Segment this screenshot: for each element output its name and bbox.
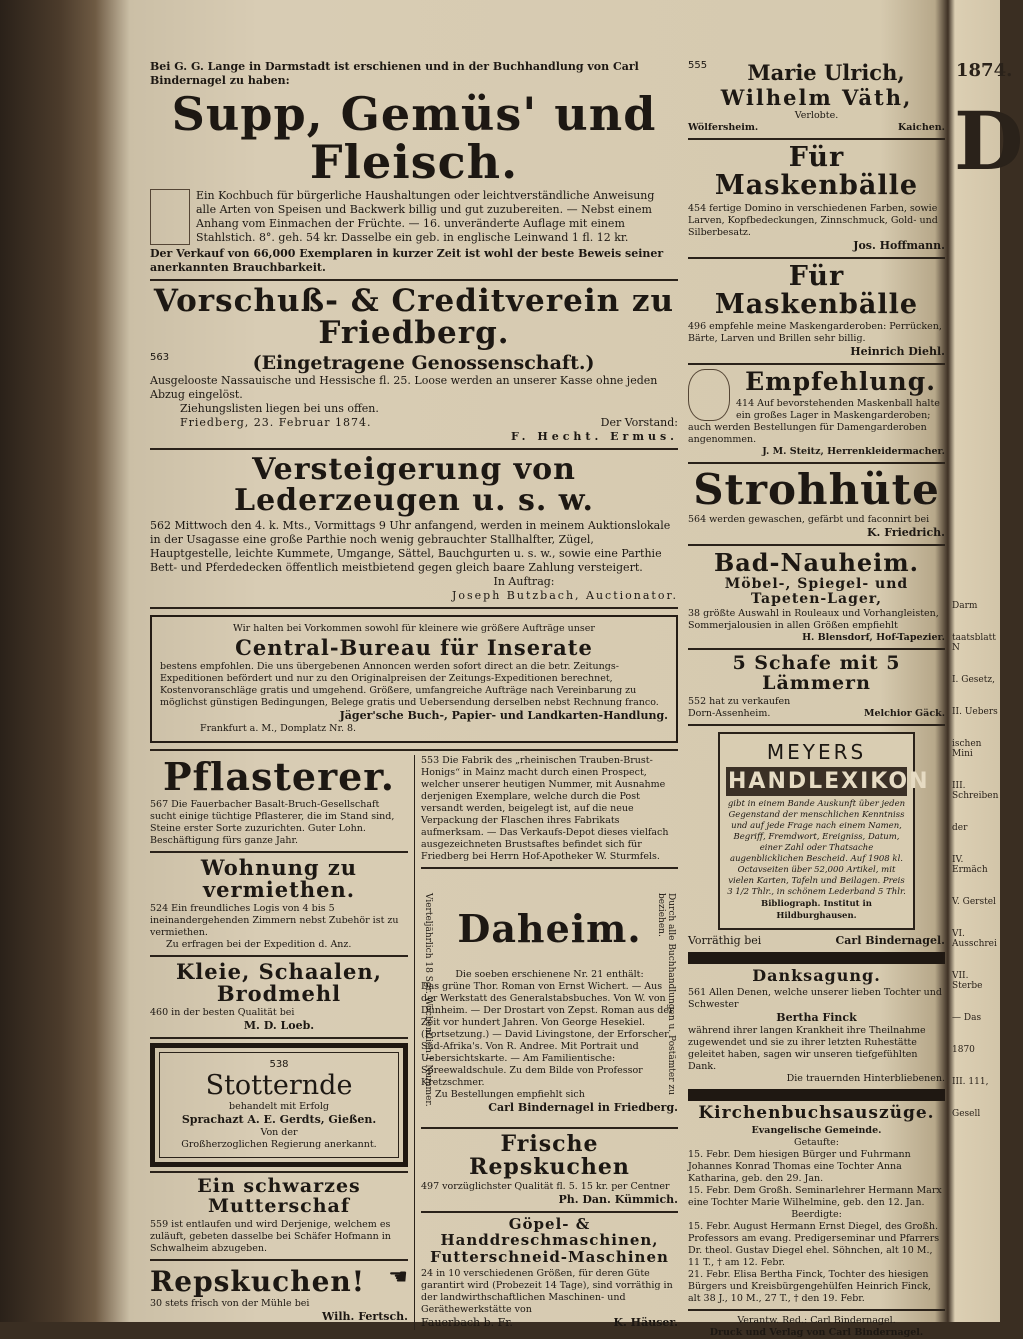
edge-line: III. 111, <box>952 1077 989 1087</box>
versteigerung-name: Joseph Butzbach, Auctionator. <box>451 588 678 602</box>
edge-line: V. Gerstel <box>952 897 996 907</box>
versteigerung-body: 562 Mittwoch den 4. k. Mts., Vormittags 9 Uhr anfangend, werden in meinem Auktionslokale in der Usagasse eine große Parthie noch wenig gebrauchter Stallhalfter, Zügel, Hauptgestelle, leichte Kummete, Umgange, Sättel, Bauchgurten u. s. w., sowie eine Parthie Bett- und Pferdedecken öffentlich meistbietend gegen gleich baare Zahlung versteigert. <box>150 518 671 574</box>
ad-lange-cookbook <box>150 60 678 275</box>
lange-claim: Der Verkauf von 66,000 Exemplaren in kurzer Zeit ist wohl der beste Beweis seiner anerkannten Brauchbarkeit. <box>150 246 664 274</box>
central-body: bestens empfohlen. Die uns übergebenen Annoncen werden sofort direct an die betr. Zeitungs-Expeditionen befördert und nur zu den Originalpreisen der Zeitungs-Expeditionen berechnet, Kostenvoranschläge gratis und umgehend. Größere, umfangreiche Aufträge nach Vereinbarung zu möglichst günstigen Bedingungen, Belege gratis und Uebersendung derselben nebst Rechnung franco. <box>160 660 659 708</box>
edge-line: III. Schreiben <box>952 781 999 801</box>
kirchen-sub: Evangelische Gemeinde. <box>751 1124 882 1136</box>
lange-title: Supp, Gemüs' und Fleisch. <box>171 87 657 190</box>
empfehlung-name: J. M. Steitz, Herrenkleidermacher. <box>762 445 945 457</box>
goepel-title2: Futterschneid-Maschinen <box>430 1248 669 1267</box>
edge-line: VI. Ausschrei <box>952 929 997 949</box>
wohnung-body: 524 Ein freundliches Logis von 4 bis 5 ineinandergehenden Zimmern nebst Zubehör ist zu vermiethen. <box>150 902 399 938</box>
edge-line: Darm <box>952 601 978 611</box>
kleie-body: 460 in der besten Qualität bei <box>150 1006 295 1018</box>
versteigerung-title: Versteigerung von Lederzeugen u. s. w. <box>233 451 595 519</box>
strohhuete-body: 564 werden gewaschen, gefärbt und faconnirt bei <box>688 513 930 525</box>
schafe-body: 552 hat zu verkaufen <box>688 696 791 708</box>
ad-repskuchen-fertsch <box>150 1265 408 1324</box>
masken1-title: Für Maskenbälle <box>714 142 919 202</box>
kleie-title: Kleie, Schaalen, Brodmehl <box>176 958 382 1006</box>
masken2-name: Heinrich Diehl. <box>850 345 945 359</box>
ad-frische-repskuchen <box>421 1130 678 1207</box>
ad-stotternde <box>150 1043 408 1167</box>
next-page-edge: 1874. D Darm taatsblatt N I. Gesetz, II. Uebers ischen Mini III. Schreiben der IV. Ermäch V. Gerstel VI. Ausschrei VII. Sterbe — Das 1870 III. 111, Gesell <box>952 60 1023 1119</box>
ad-masken-hoffmann <box>688 144 945 253</box>
ad-nauheim <box>688 547 945 645</box>
ad-central-bureau <box>150 615 678 743</box>
ad-danksagung <box>688 968 945 1085</box>
verlobt-label: Verlobte. <box>794 110 839 121</box>
ad-pflasterer <box>150 753 408 847</box>
ad-strohhuete <box>688 464 945 540</box>
meyers-body: gibt in einem Bande Auskunft über jeden Gegenstand der menschlichen Kenntniss und auf jede Frage nach einem Namen, Begriff, Fremdwort, Ereigniss, Datum, einer Zahl oder Thatsache augenblicklichen Bescheid. Auf 1908 kl. Octavseiten über 52,000 Artikel, mit vielen Karten, Tafeln und Beilagen. Preis 3 1/2 Thlr., in schönem Lederband 5 Thlr. <box>727 799 906 898</box>
schafe-place: Dorn-Assenheim. <box>688 708 771 720</box>
separator-bar <box>688 952 945 964</box>
ad-empfehlung <box>688 369 945 457</box>
repskuchen1-body: 30 stets frisch von der Mühle bei <box>150 1298 310 1310</box>
vorschuss-board: Der Vorstand: <box>600 415 678 429</box>
central-firm: Jäger'sche Buch-, Papier- und Landkarten-Handlung. <box>339 708 668 722</box>
impressum-l2: Druck und Verlag von Carl Bindernagel. <box>709 1326 924 1338</box>
meyers-t1: MEYERS <box>766 740 867 765</box>
mutterschaf-body: 559 ist entlaufen und wird Derjenige, welchem es zuläuft, gebeten dasselbe bei Schäfer Hofmann in Schwalheim abzugeben. <box>150 1218 391 1254</box>
stotternde-l2: Sprachazt A. E. Gerdts, Gießen. <box>181 1112 377 1126</box>
empfehlung-body: 414 Auf bevorstehenden Maskenball halte ein großes Lager in Maskengarderoben; auch werden Bestellungen für Damengarderoben angenommen. <box>688 397 940 445</box>
verlobt-place2: Kaichen. <box>898 122 945 133</box>
dank-sign: Die trauernden Hinterbliebenen. <box>786 1072 945 1084</box>
nauheim-name: H. Blensdorf, Hof-Tapezier. <box>802 632 945 644</box>
edge-line: Gesell <box>952 1109 981 1119</box>
nauheim-body: 38 größte Auswahl in Rouleaux und Vorhangleisten, Sommerjalousien in allen Größen empfiehlt <box>688 608 939 632</box>
repskuchen2-title: Frische Repskuchen <box>469 1130 630 1180</box>
goepel-body: 24 in 10 verschiedenen Größen, für deren Güte garantirt wird (Probezeit 14 Tage), sind vorräthig in der landwirthschaftlichen Maschinen- und Geräthewerkstätte von <box>421 1268 673 1316</box>
edge-line: 1870 <box>952 1045 975 1055</box>
lower-left-block <box>150 755 678 1330</box>
newspaper-page <box>120 40 950 1338</box>
ad-daheim <box>421 873 678 1123</box>
ad-mutterschaf <box>150 1174 408 1255</box>
kirchen-b2: 21. Febr. Elisa Bertha Finck, Tochter des hiesigen Bürgers und Kreisbürgengehülfen Heinrich Finck, alt 38 J., 10 M., 27 T., † den 19. Febr. <box>688 1268 932 1304</box>
lower-right-subcolumn <box>415 755 678 1330</box>
pflasterer-title: Pflasterer. <box>162 753 396 799</box>
ad-vorschuss <box>150 282 678 444</box>
nauheim-sub: Möbel-, Spiegel- und Tapeten-Lager, <box>724 575 909 607</box>
pflasterer-body: 567 Die Fauerbacher Basalt-Bruch-Gesellschaft sucht einige tüchtige Pflasterer, die im Stand sind, Steine erster Sorte zuzurichten. Guter Lohn. Beschäftigung fürs ganze Jahr. <box>150 798 395 846</box>
ad-versteigerung <box>150 451 678 603</box>
wohnung-title: Wohnung zu vermiethen. <box>200 854 358 902</box>
verlobt-num: 555 <box>688 60 708 71</box>
meyers-t2: HANDLEXIKON <box>728 769 930 795</box>
ad-kleie <box>150 958 408 1033</box>
dank-body2: während ihrer langen Krankheit ihre Theilnahme zugewendet und sie zu ihrer letzten Ruhestätte geleitet haben, sagen wir unseren tiefgefühlten Dank. <box>688 1024 926 1072</box>
impressum <box>688 1315 945 1339</box>
edge-year: 1874. <box>956 60 1013 81</box>
daheim-side-left: Vierteljährlich 18 Sgr. Wöchentlich 1 Nummer. <box>423 892 433 1107</box>
ad-masken-diehl <box>688 260 945 360</box>
lange-body: Ein Kochbuch für bürgerliche Haushaltungen oder leichtverständliche Anweisung alle Arten von Speisen und Backwerk billig und gut zuzubereiten. — Nebst einem Anhang vom Einmachen der Früchte. — 16. unveränderte Auflage mit einem Stahlstich. 8°. geh. 54 kr. Dasselbe ein geb. in englische Leinwand 1 fl. 12 kr. <box>196 188 655 244</box>
kleie-name: M. D. Loeb. <box>243 1018 315 1032</box>
edge-line: taatsblatt N <box>952 633 996 653</box>
edge-line: II. Uebers <box>952 707 998 717</box>
kirchen-t2: 15. Febr. Dem Großh. Seminarlehrer Hermann Marx eine Tochter Marie Wilhelmine, geb. den 12. Jan. <box>688 1184 942 1208</box>
ad-schafe <box>688 654 945 720</box>
versteigerung-order: In Auftrag: <box>493 574 555 588</box>
repskuchen2-name: Ph. Dan. Kümmich. <box>558 1192 678 1206</box>
edge-line: VII. Sterbe <box>952 971 983 991</box>
vorschuss-title: Vorschuß- & Creditverein zu Friedberg. <box>153 282 675 352</box>
ad-verlobt <box>688 60 945 134</box>
left-column <box>150 60 678 1330</box>
masken2-title: Für Maskenbälle <box>714 260 919 321</box>
ad-meyers-handlexikon <box>688 732 945 948</box>
daheim-body: Das grüne Thor. Roman von Ernst Wichert. — Aus der Werkstatt des Generalstabsbuches. Von W. von Dünheim. — Der Drostart von Zepst. Roman aus der Zeit vor hundert Jahren. Von George Hesekiel. (Fortsetzung.) — David Livingstone, der Erforscher Süd-Afrika's. Von R. Andree. Mit Portrait und Uebersichtskarte. — Am Familientische: Spreewaldschule. Zu dem Bilde von Professor Kretzschmer. <box>421 980 674 1088</box>
goepel-name: K. Häuser. <box>613 1316 678 1330</box>
trauben-body: 553 Die Fabrik des „rheinischen Trauben-Brust-Honigs“ in Mainz macht durch einen Prospect, welcher unserer heutigen Nummer, mit Ausnahme derjenigen Exemplare, welche durch die Post versandt werden, beigelegt ist, auf die neue Verpackung der Flaschen ihres Fabrikats aufmerksam. — Das Verkaufs-Depot dieses vielfach ausgezeichneten Brustsaftes befindet sich für Friedberg bei Herrn Hof-Apotheker W. Sturmfels. <box>421 754 669 862</box>
edge-lines <box>952 601 1000 1119</box>
central-intro: Wir halten bei Vorkommen sowohl für kleinere wie größere Aufträge unser <box>233 622 595 634</box>
vorschuss-sub: (Eingetragene Genossenschaft.) <box>252 351 595 374</box>
masken2-body: 496 empfehle meine Maskengarderoben: Perrücken, Bärte, Larven und Brillen sehr billig. <box>688 321 942 345</box>
verlobt-name2: Wilhelm Väth, <box>720 85 913 110</box>
repskuchen1-name: Wilh. Fertsch. <box>322 1310 408 1324</box>
repskuchen2-body: 497 vorzüglichster Qualität fl. 5. 15 kr. per Centner <box>421 1180 670 1192</box>
vorschuss-body: Ausgelooste Nassauische und Hessische fl. 25. Loose werden an unserer Kasse ohne jeden Abzug eingelöst. <box>150 373 658 401</box>
cook-illustration-icon <box>150 189 190 245</box>
lower-left-subcolumn <box>150 755 415 1330</box>
edge-line: IV. Ermäch <box>952 855 988 875</box>
edge-line: ischen Mini <box>952 739 982 759</box>
schafe-name: Melchior Gäck. <box>863 708 945 720</box>
schafe-title: 5 Schafe mit 5 Lämmern <box>732 652 901 695</box>
mask-illustration-icon <box>688 369 730 421</box>
edge-line: I. Gesetz, <box>952 675 995 685</box>
meyers-name: Carl Bindernagel. <box>835 934 945 948</box>
masken1-body: 454 fertige Domino in verschiedenen Farben, sowie Larven, Kopfbedeckungen, Zinnschmuck, Gold- und Silberbesatz. <box>688 202 938 238</box>
ad-goepel <box>421 1214 678 1330</box>
kirchenbuch <box>688 1102 945 1305</box>
empfehlung-title: Empfehlung. <box>745 367 936 397</box>
mutterschaf-title: Ein schwarzes Mutterschaf <box>197 1174 361 1217</box>
pointing-hand-icon: ☚ <box>388 1264 408 1290</box>
stotternde-num: 538 <box>269 1058 289 1070</box>
ad-trauben-brust-honig <box>421 755 678 863</box>
stotternde-l4: Großherzoglichen Regierung anerkannt. <box>181 1138 377 1150</box>
vorschuss-date: Friedberg, 23. Februar 1874. <box>180 415 372 429</box>
vorschuss-lists: Ziehungslisten liegen bei uns offen. <box>180 401 379 415</box>
impressum-l1: Verantw. Red.: Carl Bindernagel. <box>737 1314 896 1326</box>
central-title: Central-Bureau für Inserate <box>235 634 593 660</box>
wohnung-ask: Zu erfragen bei der Expedition d. Anz. <box>166 938 352 950</box>
daheim-intro: Die soeben erschienene Nr. 21 enthält: <box>455 968 644 980</box>
kirchen-g1: Getaufte: <box>794 1136 839 1148</box>
repskuchen1-title: Repskuchen! <box>150 1264 366 1298</box>
right-column <box>688 60 945 1339</box>
stotternde-l1: behandelt mit Erfolg <box>229 1100 329 1112</box>
strohhuete-title: Strohhüte <box>693 464 940 514</box>
dank-title: Danksagung. <box>752 966 881 986</box>
lange-intro: Bei G. G. Lange in Darmstadt ist erschienen und in der Buchhandlung von Carl Bindernagel zu haben: <box>150 60 639 87</box>
dank-name: Bertha Finck <box>776 1010 857 1024</box>
stotternde-title: Stotternde <box>205 1069 353 1101</box>
masken1-name: Jos. Hoffmann. <box>853 238 945 252</box>
kirchen-g2: Beerdigte: <box>791 1208 842 1220</box>
kirchen-t1: 15. Febr. Dem hiesigen Bürger und Fuhrmann Johannes Konrad Thomas eine Tochter Anna Katharina, geb. den 29. Jan. <box>688 1148 911 1184</box>
goepel-place: Fauerbach b. Fr. <box>421 1316 513 1330</box>
daheim-side-right: Durch alle Buchhandlungen u. Postämter zu beziehen. <box>656 892 676 1095</box>
vorschuss-names: F. Hecht. Ermus. <box>510 429 678 443</box>
kirchen-title: Kirchenbuchsauszüge. <box>698 1102 935 1123</box>
dank-body: 561 Allen Denen, welche unserer lieben Tochter und Schwester <box>688 986 942 1010</box>
edge-line: — Das <box>952 1013 982 1023</box>
ad-wohnung <box>150 854 408 951</box>
goepel-title: Göpel- & Handdreschmaschinen, <box>440 1214 659 1249</box>
vorschuss-num: 563 <box>150 351 170 363</box>
daheim-name: Carl Bindernagel in Friedberg. <box>488 1100 678 1114</box>
verlobt-name1: Marie Ulrich, <box>747 60 905 85</box>
daheim-order: Zu Bestellungen empfiehlt sich <box>435 1088 585 1100</box>
meyers-pub: Bibliograph. Institut in Hildburghausen. <box>761 899 872 922</box>
central-place: Frankfurt a. M., Domplatz Nr. 8. <box>200 722 357 734</box>
verlobt-place1: Wölfersheim. <box>688 122 759 133</box>
nauheim-title: Bad-Nauheim. <box>713 547 920 577</box>
edge-line: der <box>952 823 968 833</box>
daheim-title: Daheim. <box>457 905 642 951</box>
stotternde-l3: Von der <box>260 1126 298 1138</box>
kirchen-b1: 15. Febr. August Hermann Ernst Diegel, des Großh. Professors am evang. Predigerseminar und Pfarrers Dr. theol. Gustav Diegel ehel. Söhnchen, alt 10 M., 11 T., † am 12. Febr. <box>688 1220 940 1268</box>
separator-bar-2 <box>688 1089 945 1101</box>
meyers-stock: Vorräthig bei <box>688 934 762 948</box>
strohhuete-name: K. Friedrich. <box>867 525 945 539</box>
